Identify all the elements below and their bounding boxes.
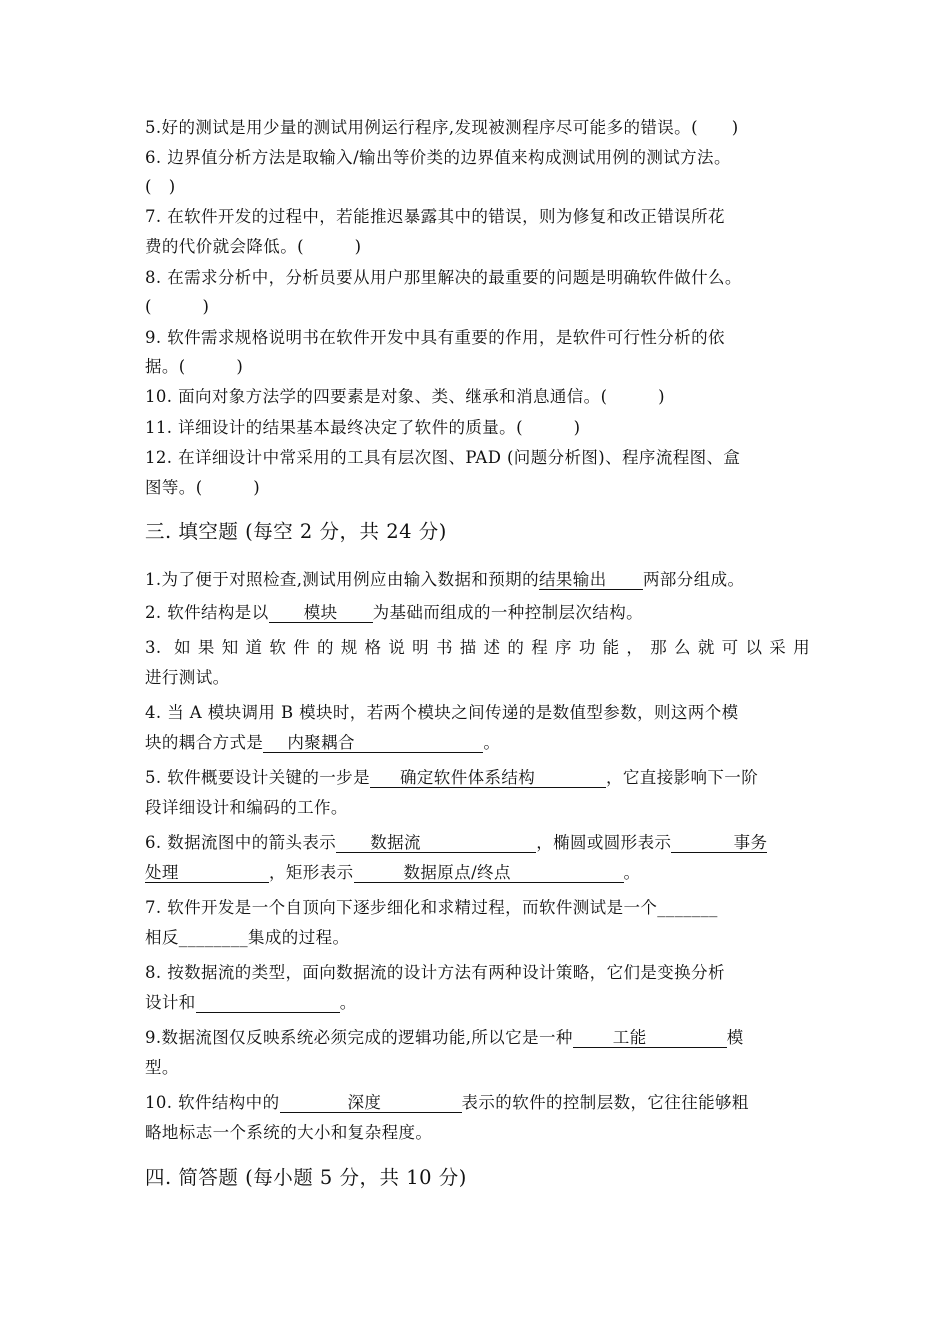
fill-item-3-line2: 进行测试。 [145, 668, 230, 687]
fill-item-5-answer: 确定软件体系结构 [370, 769, 606, 788]
tf-item-9-line1: 9. 软件需求规格说明书在软件开发中具有重要的作用，是软件可行性分析的依 [145, 328, 725, 347]
fill-item-2-text: 2. 软件结构是以 [145, 603, 269, 622]
fill-item-9-text: 9.数据流图仅反映系统必须完成的逻辑功能,所以它是一种 [145, 1028, 573, 1047]
tf-item-9-line2: 据。( ) [145, 357, 244, 376]
fill-item-8-line1: 8. 按数据流的类型，面向数据流的设计方法有两种设计策略，它们是变换分析 [145, 963, 725, 982]
fill-item-4-answer: 内聚耦合 [263, 734, 483, 753]
fill-item-6-text-mid: ，椭圆或圆形表示 [536, 833, 672, 852]
tf-item-12-line2: 图等。( ) [145, 478, 261, 497]
fill-item-4-line2 [145, 733, 810, 753]
fill-item-7-line1: 7. 软件开发是一个自顶向下逐步细化和求精过程，而软件测试是一个_______ [145, 898, 718, 917]
fill-item-5-line2: 段详细设计和编码的工作。 [145, 798, 348, 817]
tf-item-6-line2: ( ) [145, 177, 176, 196]
section-3-heading: 三. 填空题 (每空 2 分，共 24 分) [145, 520, 447, 543]
fill-item-3-line1: 3. 如果知道软件的规格说明书描述的程序功能，那么就可以采用 [145, 638, 810, 657]
fill-item-10-text: 10. 软件结构中的 [145, 1093, 280, 1112]
fill-item-1-answer: 结果输出 [539, 571, 643, 590]
tf-item-8-line2: ( ) [145, 297, 210, 316]
fill-item-9-line2: 型。 [145, 1058, 179, 1077]
tf-item-11: 11. 详细设计的结果基本最终决定了软件的质量。( ) [145, 418, 581, 437]
fill-item-6-text: 6. 数据流图中的箭头表示 [145, 833, 337, 852]
fill-item-1-text-end: 两部分组成。 [643, 570, 745, 589]
tf-item-12-line1: 12. 在详细设计中常采用的工具有层次图、PAD (问题分析图)、程序流程图、盒 [145, 448, 741, 467]
fill-item-9-line1 [145, 1028, 810, 1048]
fill-item-2 [145, 603, 810, 623]
section-4-heading: 四. 简答题 (每小题 5 分，共 10 分) [145, 1166, 467, 1189]
fill-item-6-text-mid2: ，矩形表示 [269, 863, 354, 882]
fill-item-6-text-end: 。 [623, 863, 641, 882]
fill-item-4-text: 块的耦合方式是 [145, 733, 264, 752]
fill-item-1 [145, 570, 810, 590]
fill-item-8-text: 设计和 [145, 993, 196, 1012]
fill-item-4-text-end: 。 [483, 733, 501, 752]
fill-item-6-answer-3: 数据原点/终点 [354, 864, 624, 883]
fill-item-7-line2: 相反________集成的过程。 [145, 928, 350, 947]
fill-item-6-line2 [145, 863, 810, 883]
fill-item-9-text-end: 模 [726, 1028, 744, 1047]
tf-item-7-line2: 费的代价就会降低。( ) [145, 237, 362, 256]
fill-item-8-text-end: 。 [339, 993, 357, 1012]
fill-item-10-line2: 略地标志一个系统的大小和复杂程度。 [145, 1123, 433, 1142]
fill-item-6-answer-2a: 事务 [671, 834, 767, 853]
fill-item-5-line1 [145, 768, 810, 788]
fill-item-10-line1 [145, 1093, 810, 1113]
tf-item-5: 5.好的测试是用少量的测试用例运行程序,发现被测程序尽可能多的错误。( ) [145, 118, 739, 137]
fill-item-6-answer-2b: 处理 [145, 864, 269, 883]
tf-item-6-line1: 6. 边界值分析方法是取输入/输出等价类的边界值来构成测试用例的测试方法。 [145, 148, 731, 167]
fill-item-2-answer: 模块 [269, 604, 373, 623]
fill-item-5-text: 5. 软件概要设计关键的一步是 [145, 768, 370, 787]
fill-item-4-line1: 4. 当 A 模块调用 B 模块时，若两个模块之间传递的是数值型参数，则这两个模 [145, 703, 739, 722]
fill-item-2-text-end: 为基础而组成的一种控制层次结构。 [372, 603, 643, 622]
fill-item-8-answer-blank [196, 994, 340, 1013]
fill-item-10-text-end: 表示的软件的控制层数，它往往能够粗 [461, 1093, 749, 1112]
fill-item-5-text-end: ，它直接影响下一阶 [606, 768, 759, 787]
fill-item-8-line2 [145, 993, 810, 1013]
fill-item-1-text: 1.为了便于对照检查,测试用例应由输入数据和预期的 [145, 570, 539, 589]
tf-item-8-line1: 8. 在需求分析中，分析员要从用户那里解决的最重要的问题是明确软件做什么。 [145, 268, 742, 287]
tf-item-7-line1: 7. 在软件开发的过程中，若能推迟暴露其中的错误，则为修复和改正错误所花 [145, 207, 725, 226]
fill-item-6-line1 [145, 833, 810, 853]
tf-item-10: 10. 面向对象方法学的四要素是对象、类、继承和消息通信。( ) [145, 387, 665, 406]
fill-item-10-answer: 深度 [280, 1094, 462, 1113]
fill-item-6-answer-1: 数据流 [336, 834, 536, 853]
fill-item-9-answer: 工能 [573, 1029, 727, 1048]
